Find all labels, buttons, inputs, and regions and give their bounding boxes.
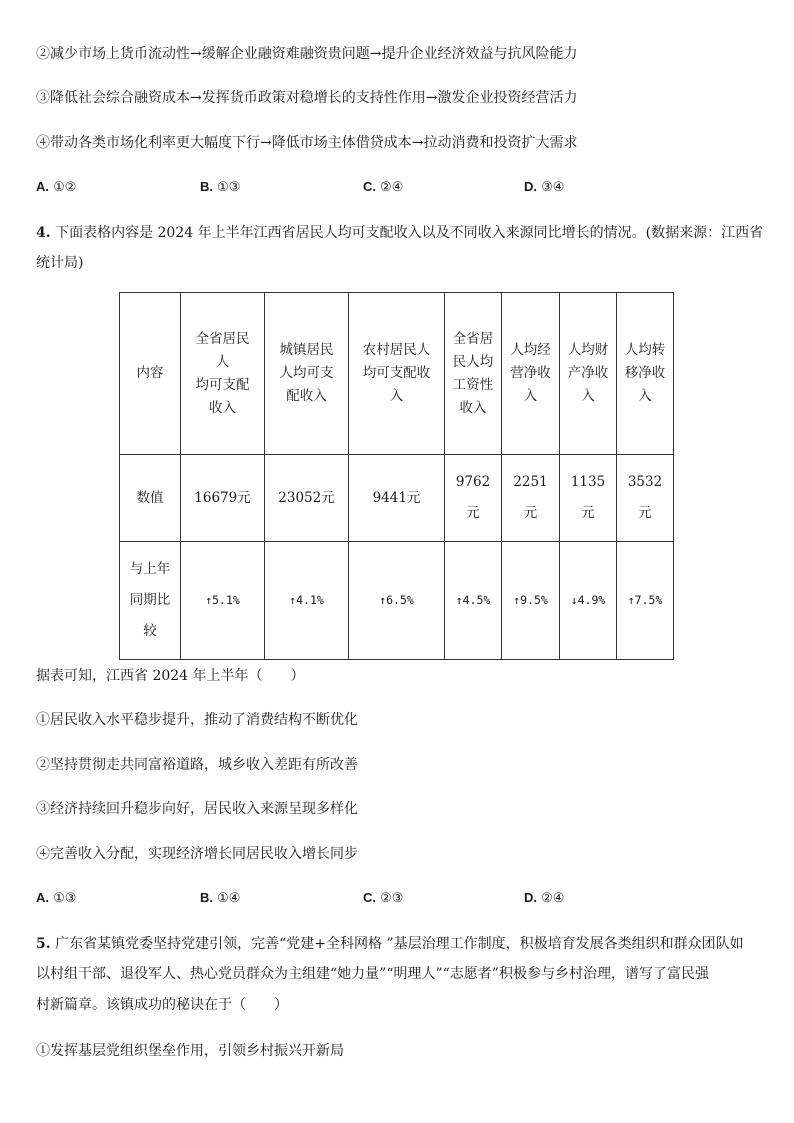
q4-statement-1: ①居民收入水平稳步提升，推动了消费结构不断优化 [36,712,358,728]
q4-statement-3: ③经济持续回升稳步向好，居民收入来源呈现多样化 [36,801,358,817]
table-cell: ↓4.9% [560,542,617,660]
q3-option-c[interactable]: C. ②④ [363,179,404,195]
q5-statement-1: ①发挥基层党组织堡垒作用，引领乡村振兴开新局 [36,1043,344,1059]
table-cell: 3532 元 [617,455,674,542]
row-header-value: 数值 [120,455,181,542]
q4-statement-4: ④完善收入分配，实现经济增长同居民收入增长同步 [36,846,358,862]
table-cell: 23052元 [265,455,349,542]
q4-option-c[interactable]: C. ②③ [363,890,404,906]
q3-option-a[interactable]: A. ①② [36,179,77,195]
q5-number: 5. [36,936,51,952]
table-cell: ↑6.5% [349,542,445,660]
table-cell: 1135 元 [560,455,617,542]
q4-stem-line2: 统计局) [36,255,84,271]
header-cell-rural-disposable: 农村居民人 均可支配收 入 [349,293,445,455]
table-cell: 9762 元 [445,455,502,542]
table-row-values [120,455,674,542]
q3-option-d[interactable]: D. ③④ [524,179,565,195]
income-table [119,292,674,660]
table-cell: ↑9.5% [502,542,560,660]
table-cell: 16679元 [181,455,265,542]
q4-option-b[interactable]: B. ①④ [200,890,241,906]
header-cell-province-disposable: 全省居民 人 均可支配 收入 [181,293,265,455]
q4-option-a[interactable]: A. ①③ [36,890,77,906]
q5-stem-line1: 5. 广东省某镇党委坚持党建引领，完善“党建+全科网格 ”基层治理工作制度，积极培育发展各类组织和群众团队如 [36,936,744,952]
header-cell-business-income: 人均经 营净收 入 [502,293,560,455]
header-cell-content: 内容 [120,293,181,455]
table-cell: ↑5.1% [181,542,265,660]
table-cell: ↑4.1% [265,542,349,660]
q3-option-b[interactable]: B. ①③ [200,179,241,195]
q3-statement-3: ③降低社会综合融资成本→发挥货币政策对稳增长的支持性作用→激发企业投资经营活力 [36,90,578,106]
q4-question: 据表可知，江西省 2024 年上半年（ ） [36,668,305,684]
q4-statement-2: ②坚持贯彻走共同富裕道路，城乡收入差距有所改善 [36,757,358,773]
table-header-row [120,293,674,455]
header-cell-wage-income: 全省居 民人均 工资性 收入 [445,293,502,455]
q4-number: 4. [36,225,51,241]
table-cell: ↑4.5% [445,542,502,660]
q3-statement-4: ④带动各类市场化利率更大幅度下行→降低市场主体借贷成本→拉动消费和投资扩大需求 [36,135,578,151]
q4-option-d[interactable]: D. ②④ [524,890,565,906]
q3-statement-2: ②减少市场上货币流动性→缓解企业融资难融资贵问题→提升企业经济效益与抗风险能力 [36,46,578,62]
table-cell: 2251 元 [502,455,560,542]
row-header-change: 与上年 同期比 较 [120,542,181,660]
header-cell-property-income: 人均财 产净收 入 [560,293,617,455]
table-cell: 9441元 [349,455,445,542]
header-cell-transfer-income: 人均转 移净收 入 [617,293,674,455]
q5-stem-line3: 村新篇章。该镇成功的秘诀在于（ ） [36,997,288,1013]
header-cell-urban-disposable: 城镇居民 人均可支 配收入 [265,293,349,455]
q4-stem-line1: 4. 下面表格内容是 2024 年上半年江西省居民人均可支配收入以及不同收入来源同比增长的情况。(数据来源：江西省 [36,225,764,241]
table-cell: ↑7.5% [617,542,674,660]
q5-stem-line2: 以村组干部、退役军人、热心党员群众为主组建“她力量”“明理人”“志愿者”积极参与乡村治理，谱写了富民强 [36,966,709,982]
table-row-change [120,542,674,660]
